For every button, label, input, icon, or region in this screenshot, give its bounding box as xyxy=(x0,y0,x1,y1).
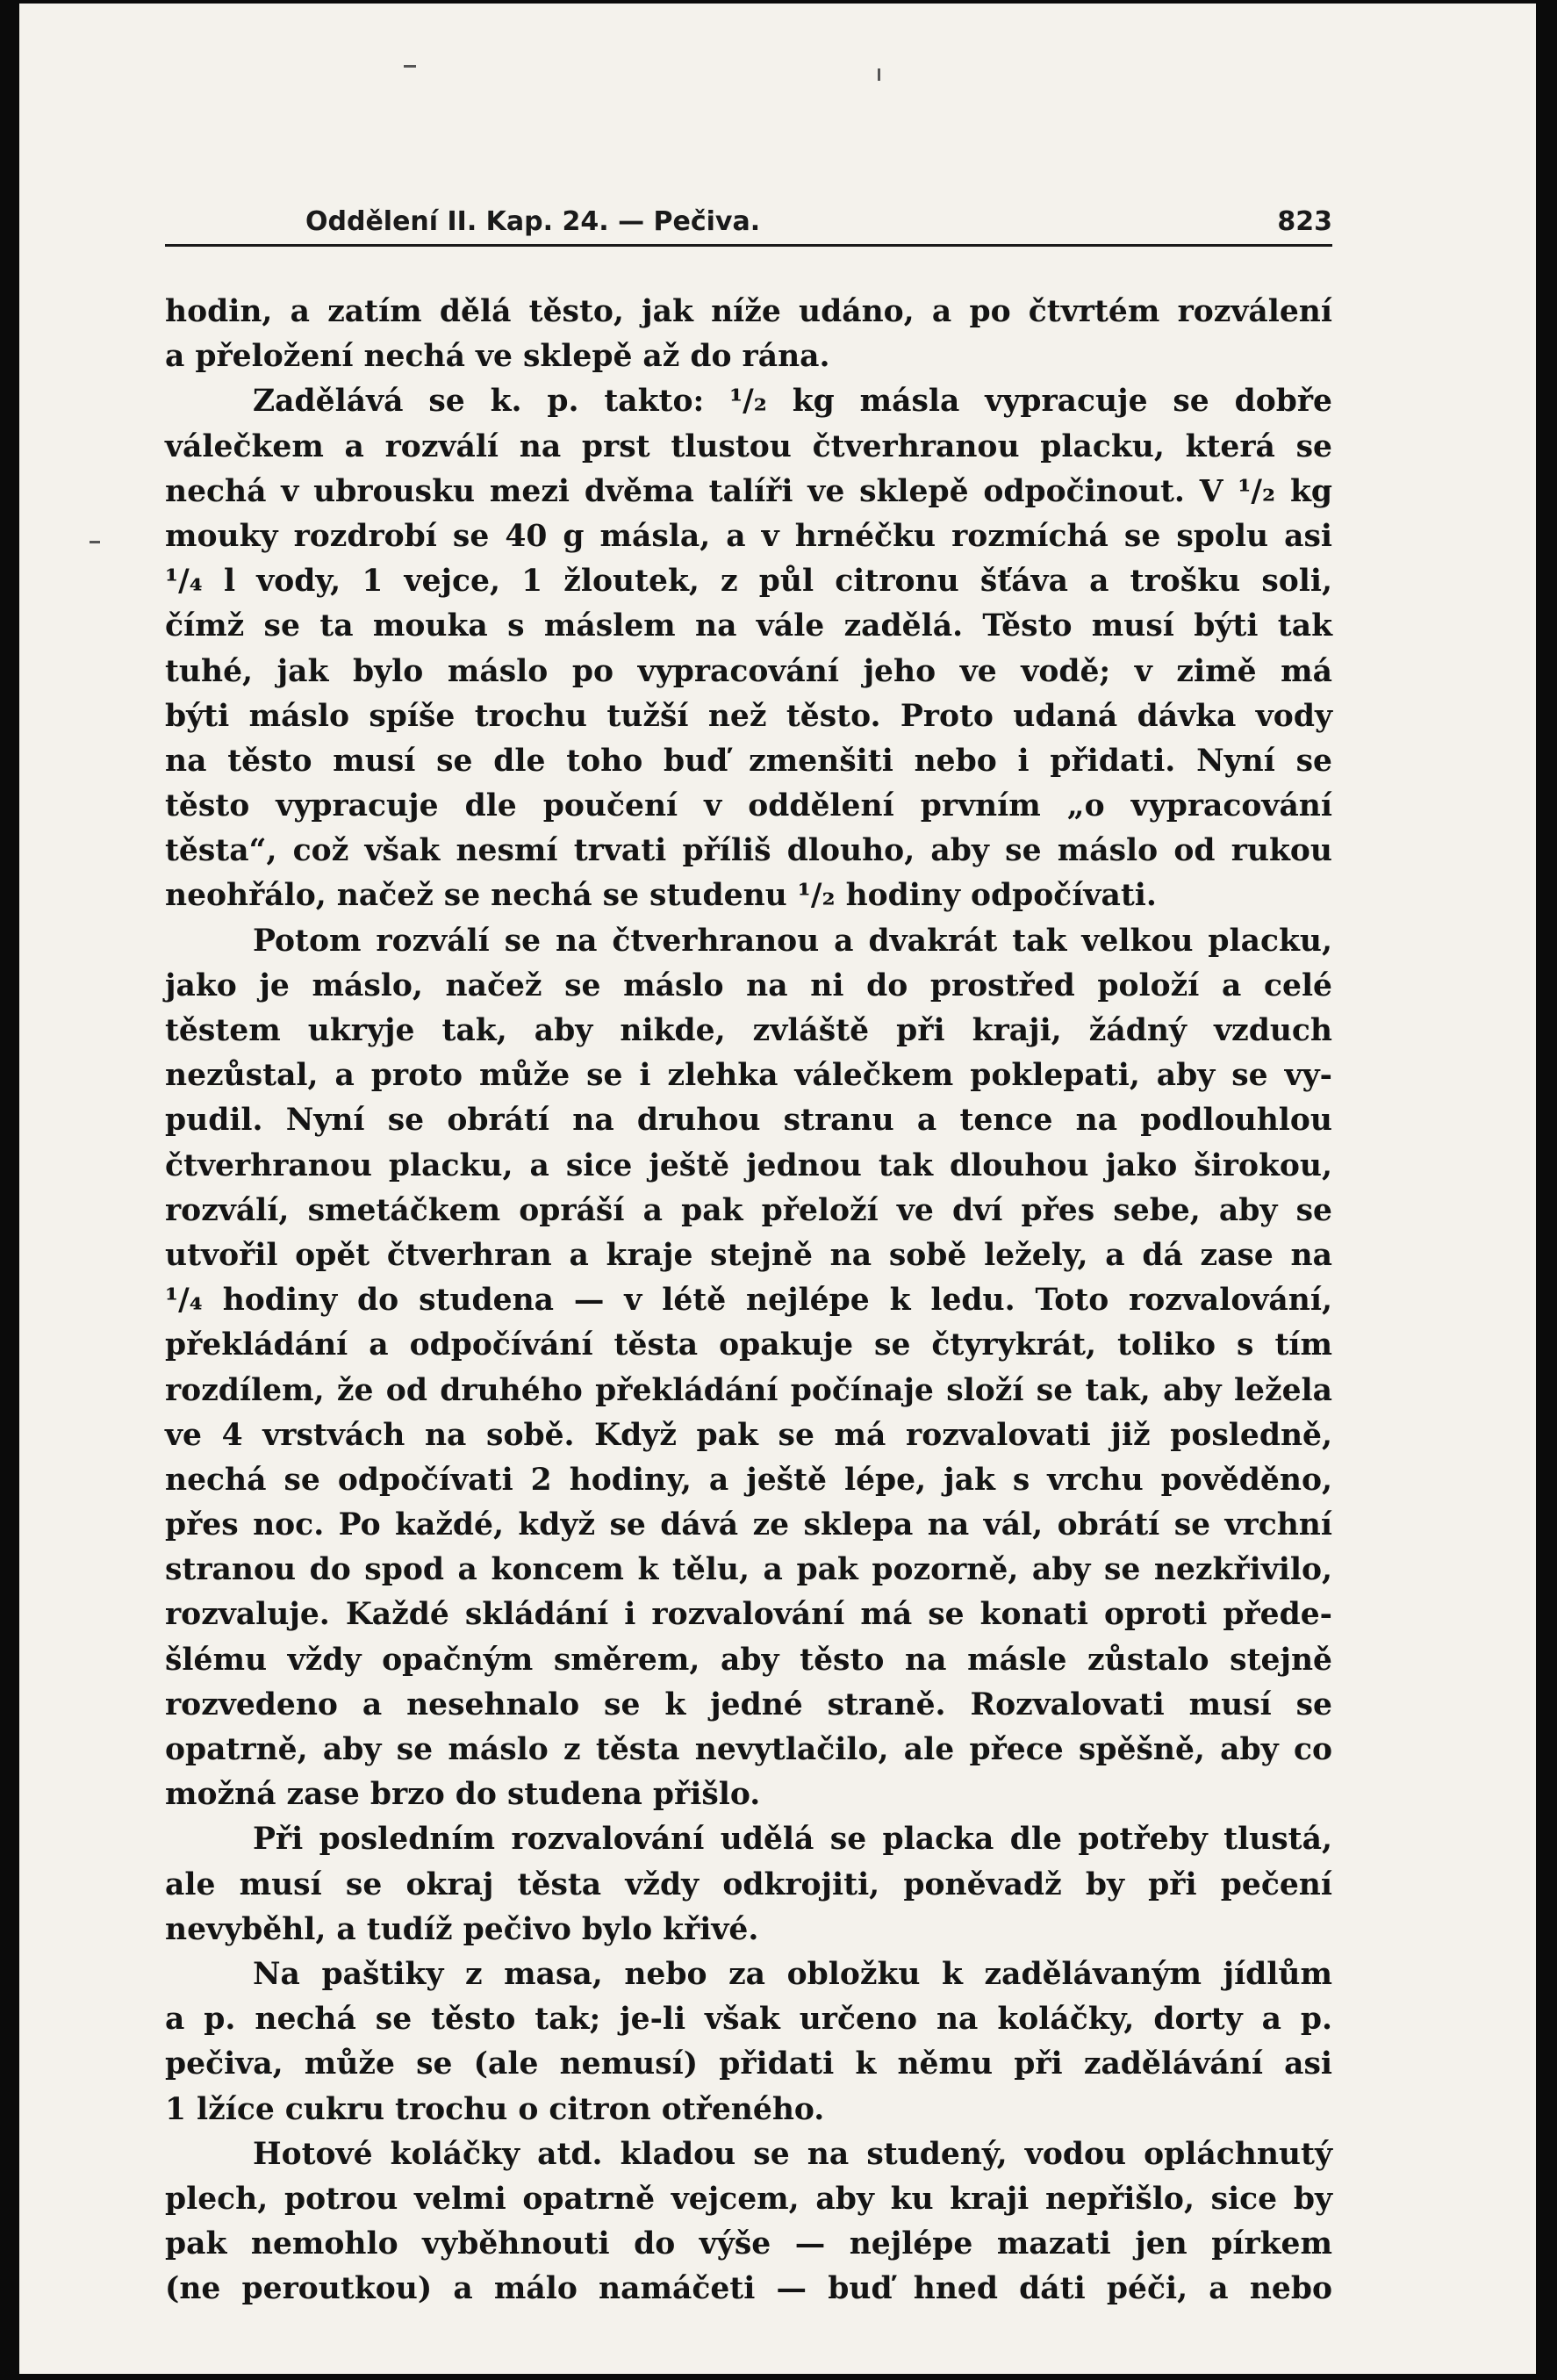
text-line: těsta“, což však nesmí trvati příliš dlouho, aby se máslo od rukou xyxy=(165,833,1332,869)
scan-mark xyxy=(404,65,416,68)
text-line: tuhé, jak bylo máslo po vypracování jeho ve vodě; v zimě má xyxy=(165,653,1332,689)
text-line: ¹/₄ l vody, 1 vejce, 1 žloutek, z půl citronu šťáva a trošku soli, xyxy=(165,564,1332,600)
text-line: nechá v ubrousku mezi dvěma talíři ve sklepě odpočinout. V ¹/₂ kg xyxy=(165,473,1332,509)
text-line: 1 lžíce cukru trochu o citron otřeného. xyxy=(165,2091,825,2127)
text-line: nevyběhl, a tudíž pečivo bylo křivé. xyxy=(165,1911,759,1947)
text-line: jako je máslo, načež se máslo na ni do prostřed položí a celé xyxy=(165,967,1332,1003)
header-rule xyxy=(165,244,1332,247)
text-line: ve 4 vrstvách na sobě. Když pak se má rozvalovati již posledně, xyxy=(165,1417,1332,1453)
body-text xyxy=(165,290,1332,2312)
scan-mark xyxy=(90,541,100,543)
text-line: čtverhranou placku, a sice ještě jednou tak dlouhou jako širokou, xyxy=(165,1147,1332,1183)
text-line: Při posledním rozvalování udělá se placka dle potřeby tlustá, xyxy=(253,1822,1332,1858)
text-line: pak nemohlo vyběhnouti do výše — nejlépe mazati jen pírkem xyxy=(165,2226,1332,2262)
text-line: čímž se ta mouka s máslem na vále zadělá. Těsto musí býti tak xyxy=(165,608,1332,644)
text-line: rozvedeno a nesehnalo se k jedné straně. Rozvalovati musí se xyxy=(165,1686,1332,1722)
text-line: stranou do spod a koncem k tělu, a pak pozorně, aby se nezkřivilo, xyxy=(165,1552,1332,1588)
text-line: ale musí se okraj těsta vždy odkrojiti, poněvadž by při pečení xyxy=(165,1866,1332,1902)
scan-mark xyxy=(878,68,880,81)
text-line: Hotové koláčky atd. kladou se na studený, vodou opláchnutý xyxy=(253,2136,1332,2172)
text-line: válečkem a rozválí na prst tlustou čtverhranou placku, která se xyxy=(165,428,1332,464)
text-line: těsto vypracuje dle poučení v oddělení prvním „o vypracování xyxy=(165,788,1332,824)
text-line: (ne peroutkou) a málo namáčeti — buď hned dáti péči, a nebo xyxy=(165,2271,1332,2307)
running-title: Oddělení II. Kap. 24. — Pečiva. xyxy=(305,206,761,237)
text-line: býti máslo spíše trochu tužší než těsto. Proto udaná dávka vody xyxy=(165,698,1332,734)
text-line: přes noc. Po každé, když se dává ze sklepa na vál, obrátí se vrchní xyxy=(165,1507,1332,1543)
text-line: nezůstal, a proto může se i zlehka válečkem poklepati, aby se vy- xyxy=(165,1058,1332,1094)
page-number: 823 xyxy=(1277,206,1332,237)
running-header xyxy=(165,198,1332,237)
text-line: nechá se odpočívati 2 hodiny, a ještě lépe, jak s vrchu pověděno, xyxy=(165,1462,1332,1498)
text-line: překládání a odpočívání těsta opakuje se čtyrykrát, toliko s tím xyxy=(165,1327,1332,1363)
text-line: rozdílem, že od druhého překládání počínaje složí se tak, aby ležela xyxy=(165,1372,1332,1408)
text-line: opatrně, aby se máslo z těsta nevytlačilo, ale přece spěšně, aby co xyxy=(165,1732,1332,1767)
text-line: mouky rozdrobí se 40 g másla, a v hrnéčku rozmíchá se spolu asi xyxy=(165,518,1332,554)
text-line: Zadělává se k. p. takto: ¹/₂ kg másla vypracuje se dobře xyxy=(253,384,1332,420)
text-line: a přeložení nechá ve sklepě až do rána. xyxy=(165,339,830,375)
text-line: ¹/₄ hodiny do studena — v létě nejlépe k ledu. Toto rozvalování, xyxy=(165,1283,1332,1319)
text-line: plech, potrou velmi opatrně vejcem, aby ku kraji nepřišlo, sice by xyxy=(165,2181,1332,2217)
text-line: rozvaluje. Každé skládání i rozvalování má se konati oproti přede- xyxy=(165,1597,1332,1633)
text-line: hodin, a zatím dělá těsto, jak níže udáno, a po čtvrtém rozválení xyxy=(165,294,1332,329)
text-line: možná zase brzo do studena přišlo. xyxy=(165,1777,761,1813)
text-line: a p. nechá se těsto tak; je-li však určeno na koláčky, dorty a p. xyxy=(165,2002,1332,2038)
text-line: těstem ukryje tak, aby nikde, zvláště při kraji, žádný vzduch xyxy=(165,1013,1332,1048)
text-line: šlému vždy opačným směrem, aby těsto na másle zůstalo stejně xyxy=(165,1642,1332,1678)
text-line: pečiva, může se (ale nemusí) přidati k němu při zadělávání asi xyxy=(165,2046,1332,2082)
text-line: Potom rozválí se na čtverhranou a dvakrát tak velkou placku, xyxy=(253,923,1332,959)
text-line: Na paštiky z masa, nebo za obložku k zadělávaným jídlům xyxy=(253,1956,1332,1992)
text-line: utvořil opět čtverhran a kraje stejně na sobě ležely, a dá zase na xyxy=(165,1237,1332,1273)
text-line: na těsto musí se dle toho buď zmenšiti nebo i přidati. Nyní se xyxy=(165,743,1332,779)
text-line: neohřálo, načež se nechá se studenu ¹/₂ hodiny odpočívati. xyxy=(165,878,1157,914)
text-line: rozválí, smetáčkem opráší a pak přeloží ve dví přes sebe, aby se xyxy=(165,1192,1332,1228)
text-line: pudil. Nyní se obrátí na druhou stranu a tence na podlouhlou xyxy=(165,1103,1332,1139)
